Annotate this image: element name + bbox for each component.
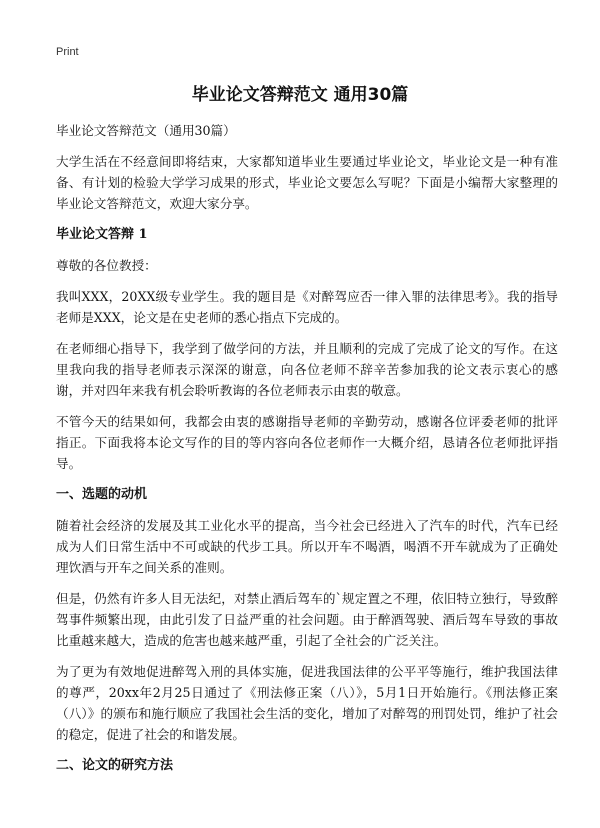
document-body: [56, 120, 558, 786]
paragraph-4: 随着社会经济的发展及其工业化水平的提高，当今社会已经进入了汽车的时代，汽车已经成为人们日常生活中不可或缺的代步工具。所以开车不喝酒，喝酒不开车就成为了正确处理饮酒与开车之间关系的准则。: [56, 518, 558, 575]
intro-paragraph: 大学生活在不经意间即将结束，大家都知道毕业生要通过毕业论文，毕业论文是一种有准备、有计划的检验大学学习成果的形式，毕业论文要怎么写呢？下面是小编帮大家整理的毕业论文答辩范文，欢迎大家分享。: [56, 154, 558, 211]
greeting-paragraph: 尊敬的各位教授：: [56, 258, 157, 273]
paragraph-6: 为了更为有效地促进醉驾入刑的具体实施，促进我国法律的公平平等施行，维护我国法律的尊严，20xx年2月25日通过了《刑法修正案（八）》，5月1日开始施行。《刑法修正案（八）》的颁布和施行顺应了我国社会生活的变化，增加了对醉驾的刑罚处罚，维护了社会的稳定，促进了社会的和谐发展。: [56, 664, 558, 742]
paragraph-2: 在老师细心指导下，我学到了做学问的方法，并且顺利的完成了完成了论文的写作。在这里我向我的指导老师表示深深的谢意，向各位老师不辞辛苦参加我的论文表示衷心的感谢，并对四年来我有机会聆听教诲的各位老师表示由衷的敬意。: [56, 341, 558, 398]
paragraph-5: 但是，仍然有许多人目无法纪，对禁止酒后驾车的`规定置之不理，依旧特立独行，导致醉驾事件频繁出现，由此引发了日益严重的社会问题。由于醉酒驾驶、酒后驾车导致的事故比重越来越大，造成的危害也越来越严重，引起了全社会的广泛关注。: [56, 591, 558, 648]
section-heading-method: 二、论文的研究方法: [56, 758, 174, 773]
paragraph-1: 我叫XXX，20XX级专业学生。我的题目是《对醉驾应否一律入罪的法律思考》。我的指导老师是XXX，论文是在史老师的悉心指点下完成的。: [56, 289, 558, 325]
section-heading-motive: 一、选题的动机: [56, 487, 148, 502]
document-subtitle: 毕业论文答辩范文（通用30篇）: [56, 123, 236, 138]
paragraph-3: 不管今天的结果如何，我都会由衷的感谢指导老师的辛勤劳动，感谢各位评委老师的批评指正。下面我将本论文写作的目的等内容向各位老师作一大概介绍，恳请各位老师批评指导。: [56, 414, 558, 471]
section-heading-1: 毕业论文答辩 1: [56, 227, 148, 242]
print-label[interactable]: Print: [56, 46, 79, 58]
page-title: 毕业论文答辩范文 通用30篇: [191, 85, 409, 105]
